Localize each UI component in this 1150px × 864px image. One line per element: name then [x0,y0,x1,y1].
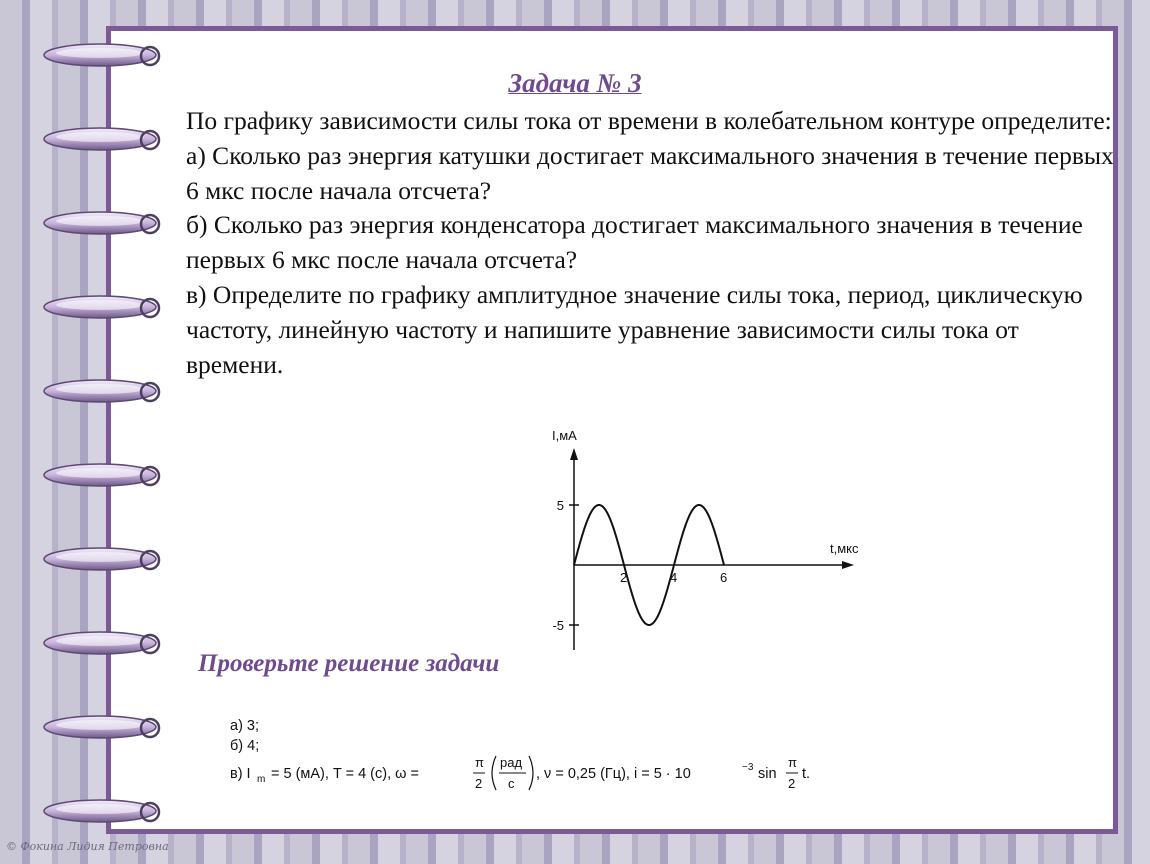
task-title: Задача № 3 [508,68,642,98]
right-paren [529,756,533,790]
answer-c-prefix: в) I [230,766,251,782]
current-time-chart [530,420,890,660]
question-a: а) Сколько раз энергия катушки достигает максимального значения в течение первых 6 мкс после начала отсчета? [186,140,1114,205]
binding-ring [42,628,164,658]
answer-c-part3: sin [758,766,777,782]
answer-b: б) 4; [230,738,260,754]
answer-c-sub: m [257,774,266,785]
answer-c-part2: , ν = 0,25 (Гц), i = 5 · 10 [536,766,691,782]
binding-ring [42,292,164,322]
omega-pi: π [475,755,484,770]
sec-unit: с [508,776,515,791]
rad-unit: рад [500,755,523,770]
omega-two: 2 [475,776,483,791]
task-text [186,104,1116,382]
answer-a: а) 3; [230,718,260,734]
author-credit: © Фокина Лидия Петровна [6,840,169,853]
question-b: б) Сколько раз энергия конденсатора достигает максимального значения в течение первых 6 мкс после начала отсчета? [186,210,1083,275]
x-tick-label: 2 [620,570,628,585]
x-tick-label: 6 [720,570,728,585]
task-intro: По графику зависимости силы тока от времени в колебательном контуре определите: [186,106,1112,135]
binding-ring [42,796,164,826]
y-tick-label: 5 [556,498,564,513]
binding-ring [42,124,164,154]
binding-ring [42,712,164,742]
binding-ring [42,544,164,574]
answer-c-part1: = 5 (мА), T = 4 (c), ω = [271,766,419,782]
check-heading: Проверьте решение задачи [198,650,500,677]
x-axis [574,561,854,569]
sin-pi: π [788,755,797,770]
sin-two: 2 [788,776,796,791]
answer-c-formula [230,748,850,796]
binding-ring [42,376,164,406]
binding-ring [42,208,164,238]
y-axis [570,448,578,650]
answer-c-end: t. [802,766,811,782]
x-tick-label: 4 [670,570,678,585]
y-tick-label: -5 [552,618,564,633]
x-axis-label: t,мкс [830,541,859,556]
y-axis-label: I,мА [552,428,577,443]
question-c: в) Определите по графику амплитудное значение силы тока, период, циклическую частоту, линейную частоту и напишите уравнение зависимости силы тока от времени. [186,279,1083,379]
answer-c-exp: −3 [742,762,754,773]
binding-ring [42,40,164,70]
left-paren [492,756,496,790]
binding-ring [42,460,164,490]
